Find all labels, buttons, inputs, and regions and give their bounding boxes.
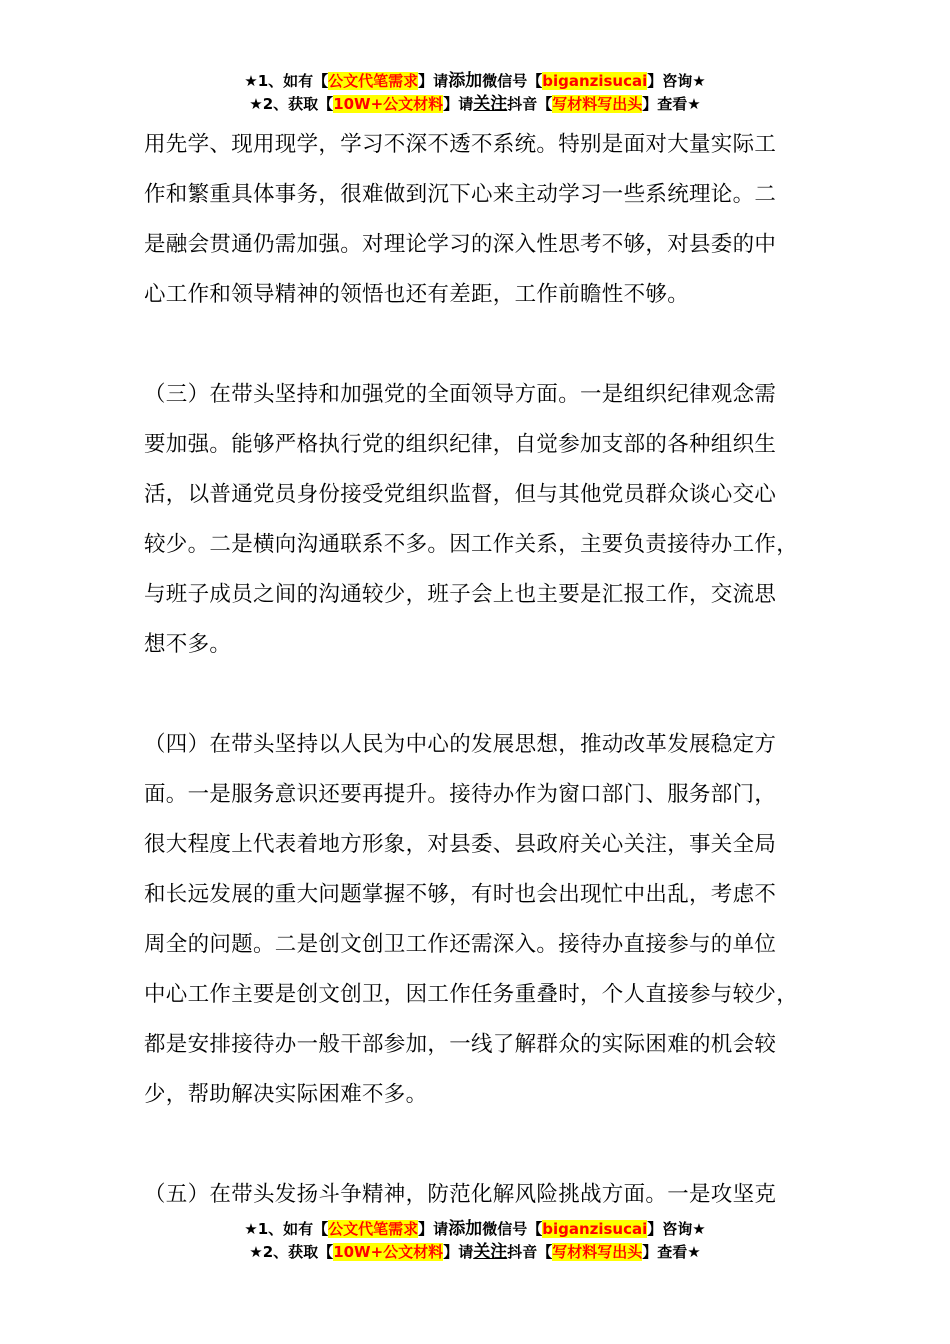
- text-line: 较少。二是横向沟通联系不多。因工作关系，主要负责接待办工作，: [144, 532, 799, 557]
- star-icon: ★: [249, 1243, 263, 1261]
- star-icon: ★: [249, 95, 263, 113]
- document-body: [144, 120, 844, 1220]
- text-line: 是融会贯通仍需加强。对理论学习的深入性思考不够，对县委的中: [144, 232, 777, 257]
- highlight-wechat-id: biganzisucai: [542, 72, 648, 90]
- star-icon: ★: [692, 1220, 706, 1238]
- text-line: 想不多。: [144, 632, 232, 657]
- star-icon: ★: [244, 1220, 258, 1238]
- header-banner: [0, 70, 950, 116]
- highlight-wechat-id: biganzisucai: [542, 1220, 648, 1238]
- text-line: 活，以普通党员身份接受党组织监督，但与其他党员群众谈心交心: [144, 482, 777, 507]
- text-line: （三）在带头坚持和加强党的全面领导方面。一是组织纪律观念需: [144, 382, 777, 407]
- highlight-materials: 10W+公文材料: [333, 95, 444, 113]
- footer-banner: [0, 1218, 950, 1264]
- highlight-materials: 10W+公文材料: [333, 1243, 444, 1261]
- paragraph-gap: [144, 670, 844, 720]
- star-icon: ★: [244, 72, 258, 90]
- text-line: 要加强。能够严格执行党的组织纪律，自觉参加支部的各种组织生: [144, 432, 777, 457]
- text-line: 都是安排接待办一般干部参加，一线了解群众的实际困难的机会较: [144, 1032, 777, 1057]
- text-line: （四）在带头坚持以人民为中心的发展思想，推动改革发展稳定方: [144, 732, 777, 757]
- text-line: （五）在带头发扬斗争精神，防范化解风险挑战方面。一是攻坚克: [144, 1182, 777, 1207]
- paragraph-4: [144, 1170, 844, 1220]
- text-line: 少，帮助解决实际困难不多。: [144, 1082, 428, 1107]
- text-line: 周全的问题。二是创文创卫工作还需深入。接待办直接参与的单位: [144, 932, 777, 957]
- text-line: 作和繁重具体事务，很难做到沉下心来主动学习一些系统理论。二: [144, 182, 777, 207]
- footer-banner-line-2: ★2、获取【10W+公文材料】请关注抖音【写材料写出头】查看★: [249, 1242, 701, 1262]
- text-line: 很大程度上代表着地方形象，对县委、县政府关心关注，事关全局: [144, 832, 777, 857]
- header-banner-line-2: ★2、获取【10W+公文材料】请关注抖音【写材料写出头】查看★: [249, 94, 701, 114]
- text-line: 中心工作主要是创文创卫，因工作任务重叠时，个人直接参与较少，: [144, 982, 799, 1007]
- header-banner-line-1: ★1、如有【公文代笔需求】请添加微信号【biganzisucai】咨询★: [244, 71, 706, 91]
- star-icon: ★: [692, 72, 706, 90]
- paragraph-gap: [144, 320, 844, 370]
- highlight-service: 公文代笔需求: [328, 1220, 419, 1238]
- text-line: 心工作和领导精神的领悟也还有差距，工作前瞻性不够。: [144, 282, 690, 307]
- paragraph-2: [144, 370, 844, 670]
- paragraph-gap: [144, 1120, 844, 1170]
- paragraph-1: [144, 120, 844, 320]
- paragraph-3: [144, 720, 844, 1120]
- text-line: 面。一是服务意识还要再提升。接待办作为窗口部门、服务部门，: [144, 782, 777, 807]
- text-line: 和长远发展的重大问题掌握不够，有时也会出现忙中出乱，考虑不: [144, 882, 777, 907]
- highlight-service: 公文代笔需求: [328, 72, 419, 90]
- highlight-douyin-account: 写材料写出头: [552, 95, 643, 113]
- star-icon: ★: [687, 95, 701, 113]
- text-line: 用先学、现用现学，学习不深不透不系统。特别是面对大量实际工: [144, 132, 777, 157]
- text-line: 与班子成员之间的沟通较少，班子会上也主要是汇报工作，交流思: [144, 582, 777, 607]
- highlight-douyin-account: 写材料写出头: [552, 1243, 643, 1261]
- footer-banner-line-1: ★1、如有【公文代笔需求】请添加微信号【biganzisucai】咨询★: [244, 1219, 706, 1239]
- star-icon: ★: [687, 1243, 701, 1261]
